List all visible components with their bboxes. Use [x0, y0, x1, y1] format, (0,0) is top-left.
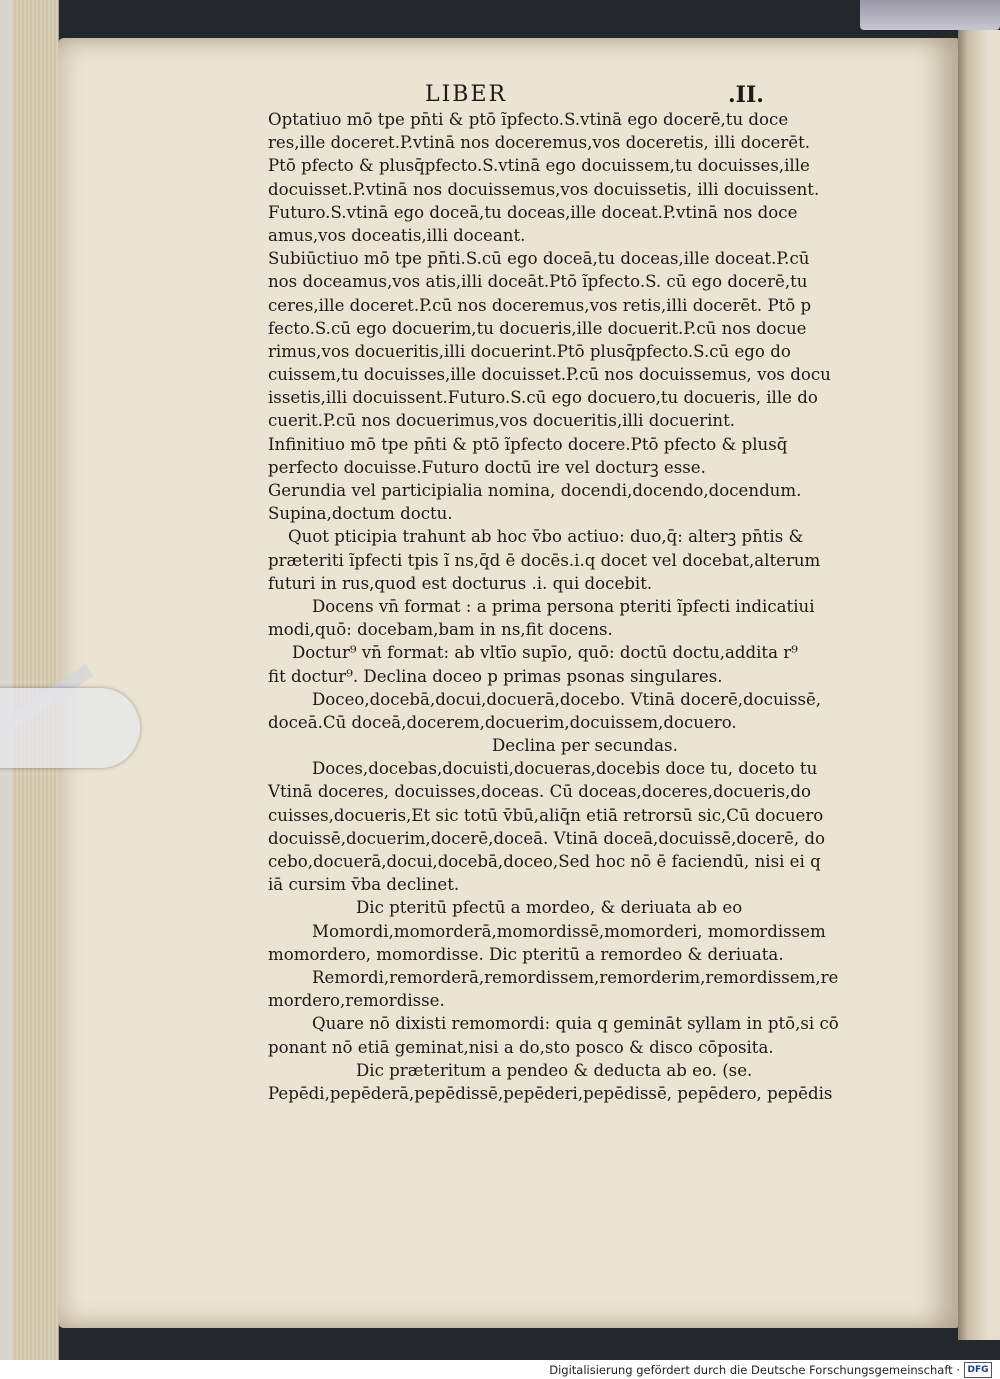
text-line: doceā.Cū doceā,docerem,docuerim,docuissem,docuero. [268, 712, 737, 732]
text-line: Remordi,remorderā,remordissem,remorderim,remordissem,re [312, 967, 839, 987]
text-line: cuerit.P.cū nos docuerimus,vos docueritis,illi docuerint. [268, 411, 736, 431]
text-line: mordero,remordisse. [268, 991, 445, 1011]
text-line: Quot pticipia trahunt ab hoc v̄bo actiuo: duo,q̄: alterꝫ pn̄tis & [288, 527, 804, 547]
text-line: nos doceamus,vos atis,illi doceāt.Ptō ĩpfecto.S. cū ego docerē,tu [268, 272, 808, 292]
text-line: Doctur⁹ vn̄ format: ab vltīo supīo, quō: doctū doctu,addita r⁹ [292, 643, 798, 663]
footer-bar [0, 1360, 1000, 1379]
text-line: Vtinā doceres, docuisses,doceas. Cū doceas,doceres,docueris,do [268, 782, 811, 802]
text-line: fecto.S.cū ego docuerim,tu docueris,ille docuerit.P.cū nos docue [268, 318, 807, 338]
ribbon-bookmark [860, 0, 1000, 30]
text-line: perfecto docuisse.Futuro doctū ire vel docturꝫ esse. [268, 457, 706, 477]
text-line: rimus,vos docueritis,illi docuerint.Ptō plusq̄pfecto.S.cū ego do [268, 341, 791, 361]
text-line: docuissē,docuerim,docerē,doceā. Vtinā doceā,docuissē,docerē, do [268, 828, 825, 848]
folio-number: .II. [728, 82, 764, 108]
text-line: cebo,docuerā,docui,docebā,doceo,Sed hoc nō ē faciendū, nisi ei q [268, 852, 821, 871]
text-line: Declina per secundas. [492, 736, 678, 756]
text-block [268, 108, 932, 1105]
facing-page-edge [958, 30, 1000, 1340]
text-line: Optatiuo mō tpe pn̄ti & ptō ĩpfecto.S.vtinā ego docerē,tu doce [268, 110, 789, 129]
text-line: momordero, momordisse. Dic pteritū a remordeo & deriuata. [268, 944, 784, 964]
running-head: LIBER [425, 82, 508, 107]
text-line: cuissem,tu docuisses,ille docuisset.P.cū nos docuissemus, vos docu [268, 365, 831, 385]
text-line: Momordi,momorderā,momordissē,momorderi, momordissem [312, 921, 826, 941]
text-line: Futuro.S.vtinā ego doceā,tu doceas,ille doceat.P.vtinā nos doce [268, 202, 798, 222]
text-line: fit doctur⁹. Declina doceo p primas psonas singulares. [268, 666, 723, 686]
text-line: Pepēdi,pepēderā,pepēdissē,pepēderi,pepēdissē, pepēdero, pepēdis [268, 1083, 833, 1103]
text-line: ceres,ille doceret.P.cū nos doceremus,vos retis,illi docerēt. Ptō p [268, 295, 812, 315]
text-line: futuri in rus,quod est docturus .i. qui docebit. [268, 573, 653, 593]
page-stack-edge [12, 0, 59, 1360]
text-line: Doces,docebas,docuisti,docueras,docebis doce tu, doceto tu [312, 759, 818, 779]
text-line: præteriti ĩpfecti tpis ĩ ns,q̄d ē docēs.i.q docet vel docebat,alterum [268, 550, 821, 570]
text-line: Docens vn̄ format : a prima persona pteriti ĩpfecti indicatiui [312, 596, 815, 616]
text-line: Subiūctiuo mō tpe pn̄ti.S.cū ego doceā,tu doceas,ille doceat.P.cū [268, 249, 810, 269]
text-line: docuisset.P.vtinā nos docuissemus,vos docuissetis, illi docuissent. [268, 179, 820, 199]
text-line: Gerundia vel participialia nomina, docendi,docendo,docendum. [268, 481, 802, 500]
page-clip [0, 688, 140, 768]
text-line: issetis,illi docuissent.Futuro.S.cū ego docuero,tu docueris, ille do [268, 388, 818, 408]
text-line: iā cursim v̄ba declinet. [268, 875, 460, 895]
text-line: cuisses,docueris,Et sic totū v̄bū,aliq̄n etiā retrorsū sic,Cū docuero [268, 805, 824, 825]
text-line: Dic pteritū pfectū a mordeo, & deriuata ab eo [356, 898, 743, 918]
funding-notice: Digitalisierung gefördert durch die Deutsche Forschungsgemeinschaft · [549, 1363, 960, 1377]
text-line: modi,quō: docebam,bam in ns,fit docens. [268, 620, 613, 640]
text-line: Dic præteritum a pendeo & deducta ab eo. (se. [356, 1060, 753, 1080]
text-line: Quare nō dixisti remomordi: quia q gemināt syllam in ptō,si cō [312, 1014, 839, 1034]
text-line: ponant nō etiā geminat,nisi a do,sto posco & disco cōposita. [268, 1037, 774, 1057]
text-line: Supina,doctum doctu. [268, 504, 453, 524]
dfg-logo: DFG [964, 1362, 992, 1378]
text-line: res,ille doceret.P.vtinā nos doceremus,vos doceretis, illi docerēt. [268, 133, 811, 153]
text-line: amus,vos doceatis,illi doceant. [268, 225, 526, 245]
text-line: Infinitiuo mō tpe pn̄ti & ptō ĩpfecto docere.Ptō pfecto & plusq̄ [268, 434, 788, 454]
text-line: Doceo,docebā,docui,docuerā,docebo. Vtinā docerē,docuissē, [312, 689, 822, 709]
text-line: Ptō pfecto & plusq̄pfecto.S.vtinā ego docuissem,tu docuisses,ille [268, 156, 810, 176]
